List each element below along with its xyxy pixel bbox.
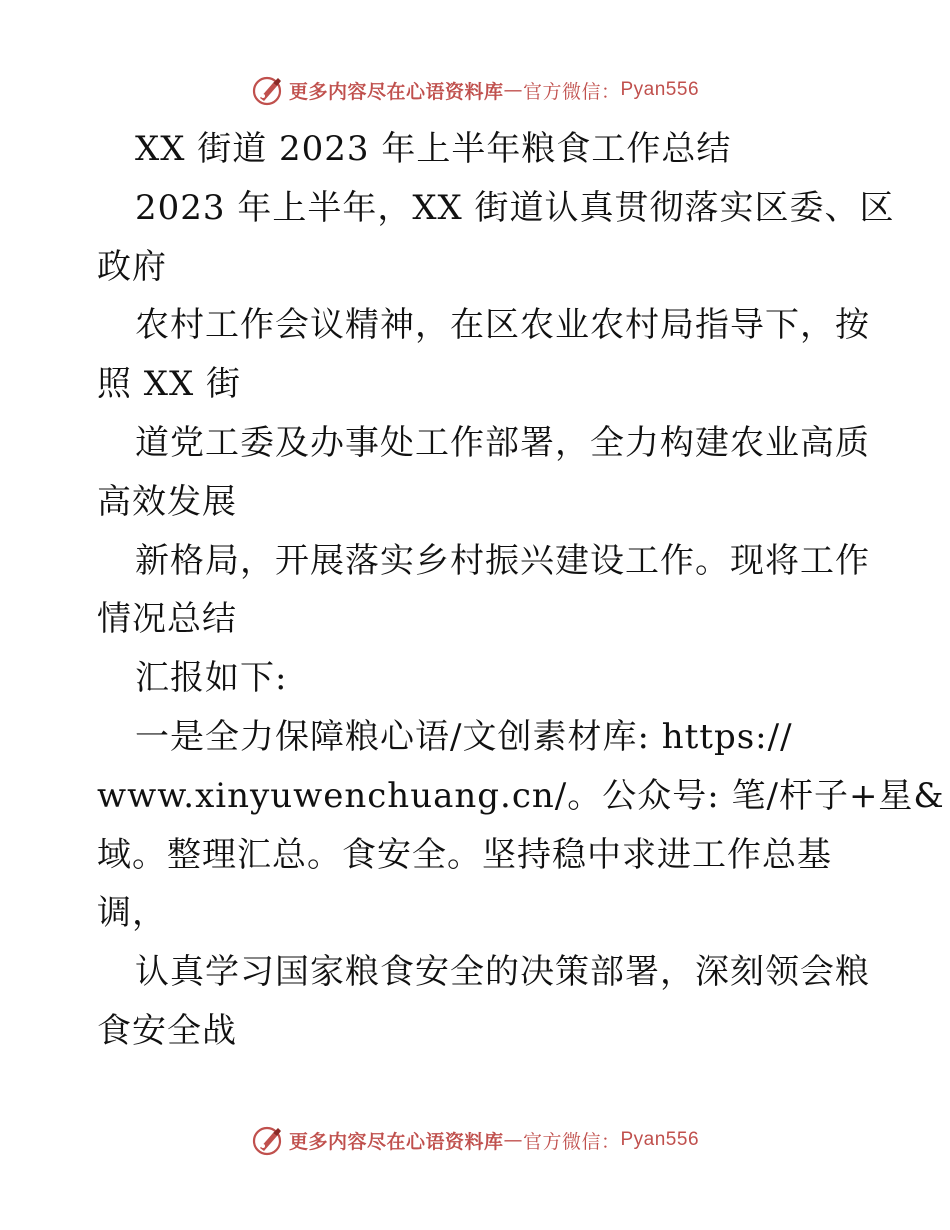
doc-line: www.xinyuwenchuang.cn/。公众号: 笔/杆子+星& — [97, 775, 945, 816]
doc-line: 情况总结 — [97, 599, 237, 640]
doc-line: 认真学习国家粮食安全的决策部署，深刻领会粮 — [135, 952, 870, 993]
promo-text: 更多内容尽在心语资料库 — [288, 1130, 504, 1153]
wechat-label: 官方微信： — [522, 1130, 621, 1153]
doc-line: 调， — [97, 893, 167, 934]
banner-dash: — — [503, 1129, 523, 1151]
doc-line: 汇报如下: — [135, 658, 288, 699]
doc-line: 食安全战 — [97, 1010, 237, 1051]
pen-logo-icon — [251, 73, 285, 107]
pen-logo-icon — [251, 1123, 285, 1157]
doc-line: 农村工作会议精神，在区农业农村局指导下，按 — [135, 305, 870, 346]
banner-dash: — — [503, 79, 523, 101]
header-watermark — [0, 70, 950, 110]
wechat-id: Pyan556 — [620, 1129, 700, 1150]
doc-line: 2023 年上半年，XX 街道认真贯彻落实区委、区 — [135, 187, 895, 228]
promo-text: 更多内容尽在心语资料库 — [288, 80, 504, 103]
footer-watermark — [0, 1120, 950, 1160]
doc-line: 照 XX 街 — [97, 364, 242, 405]
doc-title: XX 街道 2023 年上半年粮食工作总结 — [135, 129, 732, 169]
wechat-label: 官方微信： — [522, 80, 621, 103]
doc-line: 新格局，开展落实乡村振兴建设工作。现将工作 — [135, 540, 870, 581]
doc-line: 域。整理汇总。食安全。坚持稳中求进工作总基 — [97, 834, 832, 875]
wechat-id: Pyan556 — [620, 79, 700, 100]
doc-line: 一是全力保障粮心语/文创素材库: https:// — [135, 716, 793, 757]
doc-line: 道党工委及办事处工作部署，全力构建农业高质 — [135, 422, 870, 463]
doc-line: 政府 — [97, 246, 167, 287]
document-body — [97, 120, 945, 1061]
doc-line: 高效发展 — [97, 481, 237, 522]
